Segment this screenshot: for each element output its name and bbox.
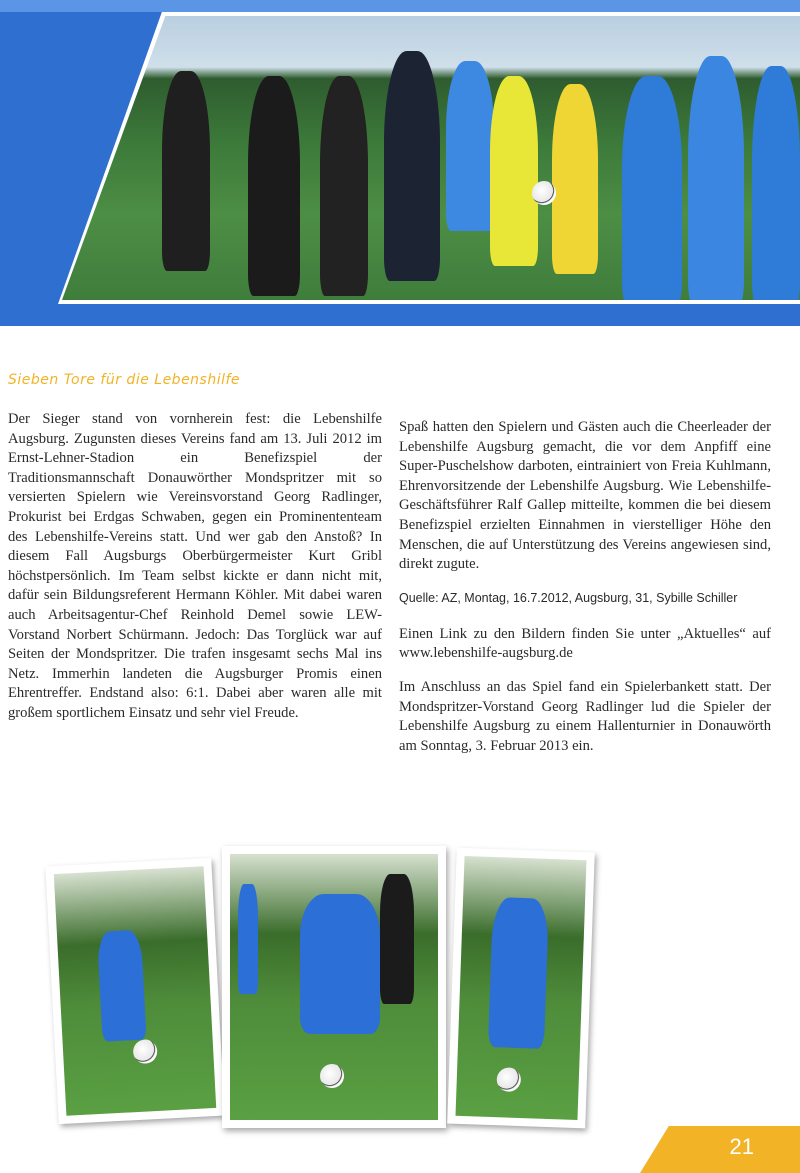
soccer-ball bbox=[320, 1064, 344, 1088]
photo-person bbox=[552, 84, 598, 274]
photo-person bbox=[97, 930, 147, 1042]
photo-person bbox=[622, 76, 682, 306]
article-paragraph: Spaß hatten den Spielern und Gästen auch die Cheerleader der Lebenshilfe Augsburg gemacht, die vor dem Anpfiff eine Super-Puschelshow darboten, eintrainiert von Freia Kuhlmann, Ehrenvorsitzende der Lebenshilfe Augsburg. Wie Lebenshilfe-Geschäftsführer Ralf Gallep mitteilte, kommen die bei diesem Benefizspiel erzielten Einnahmen in vierstelliger Höhe den Menschen, die auf Unterstützung des Vereins angewiesen sind, direkt zugute. bbox=[399, 419, 771, 573]
soccer-ball bbox=[532, 181, 556, 205]
photo-player-kick-left bbox=[45, 858, 224, 1124]
photo-person bbox=[490, 76, 538, 266]
photo-person bbox=[688, 56, 744, 306]
photo-person bbox=[320, 76, 368, 296]
photo-image bbox=[230, 854, 438, 1120]
article-paragraph: Im Anschluss an das Spiel fand ein Spielerbankett statt. Der Mondspritzer-Vorstand Georg Radlinger lud die Spieler der Lebenshilfe Augsburg zu einem Hallenturnier in Donauwörth am Sonntag, 3. Februar 2013 ein. bbox=[399, 678, 771, 754]
hero-photo-frame bbox=[58, 12, 800, 304]
left-column bbox=[8, 410, 382, 724]
photo-player-kick-right bbox=[447, 848, 595, 1129]
photo-person bbox=[488, 897, 549, 1049]
right-column bbox=[399, 418, 771, 770]
soccer-ball bbox=[133, 1039, 158, 1064]
photo-image bbox=[456, 856, 587, 1120]
header-band-highlight bbox=[0, 0, 800, 12]
link-note: Einen Link zu den Bildern finden Sie unter „Aktuelles“ auf www.lebenshilfe-augsburg.de bbox=[399, 625, 771, 662]
photo-player-kick-center bbox=[222, 846, 446, 1128]
photo-image bbox=[54, 866, 216, 1116]
photo-person bbox=[752, 66, 800, 306]
source-note: Quelle: AZ, Montag, 16.7.2012, Augsburg, 31, Sybille Schiller bbox=[399, 590, 738, 605]
photo-person bbox=[248, 76, 300, 296]
soccer-ball bbox=[496, 1067, 521, 1092]
photo-person bbox=[384, 51, 440, 281]
page-number: 21 bbox=[729, 1134, 754, 1159]
photo-person bbox=[446, 61, 494, 231]
hero-photo bbox=[62, 16, 800, 300]
photo-person bbox=[238, 884, 258, 994]
article-paragraph: Der Sieger stand von vornherein fest: die Lebenshilfe Augsburg. Zugunsten dieses Vereins fand am 13. Juli 2012 im Ernst-Lehner-Stadion ein Benefizspiel der Traditionsmannschaft Donauwörther Mondspritzer mit so versierten Spielern wie Vereinsvorstand Georg Radlinger, Prokurist bei Erdgas Schwaben, gegen ein Prominententeam des Lebenshilfe-Vereins statt. Und wer gab den Anstoß? In diesem Fall Augsburgs Oberbürgermeister Kurt Gribl höchstpersönlich. Im Team selbst kickte er dann nicht mit, dafür sein Bildungsreferent Hermann Köhler. Mit dabei waren auch Arbeitsagentur-Chef Reinhold Demel sowie LEW-Vorstand Norbert Schürmann. Jedoch: Das Torglück war auf Seiten der Mondspritzer. Die trafen insgesamt sechs Mal ins Netz. Immerhin landeten die Augsburger Promis einen Ehrentreffer. Endstand also: 6:1. Dabei aber waren alle mit großem sportlichem Einsatz und sehr viel Freude. bbox=[8, 411, 382, 721]
photo-person bbox=[162, 71, 210, 271]
article-heading: Sieben Tore für die Lebenshilfe bbox=[8, 372, 241, 388]
photo-person bbox=[380, 874, 414, 1004]
photo-person bbox=[300, 894, 380, 1034]
page-number-tab bbox=[640, 1126, 800, 1173]
